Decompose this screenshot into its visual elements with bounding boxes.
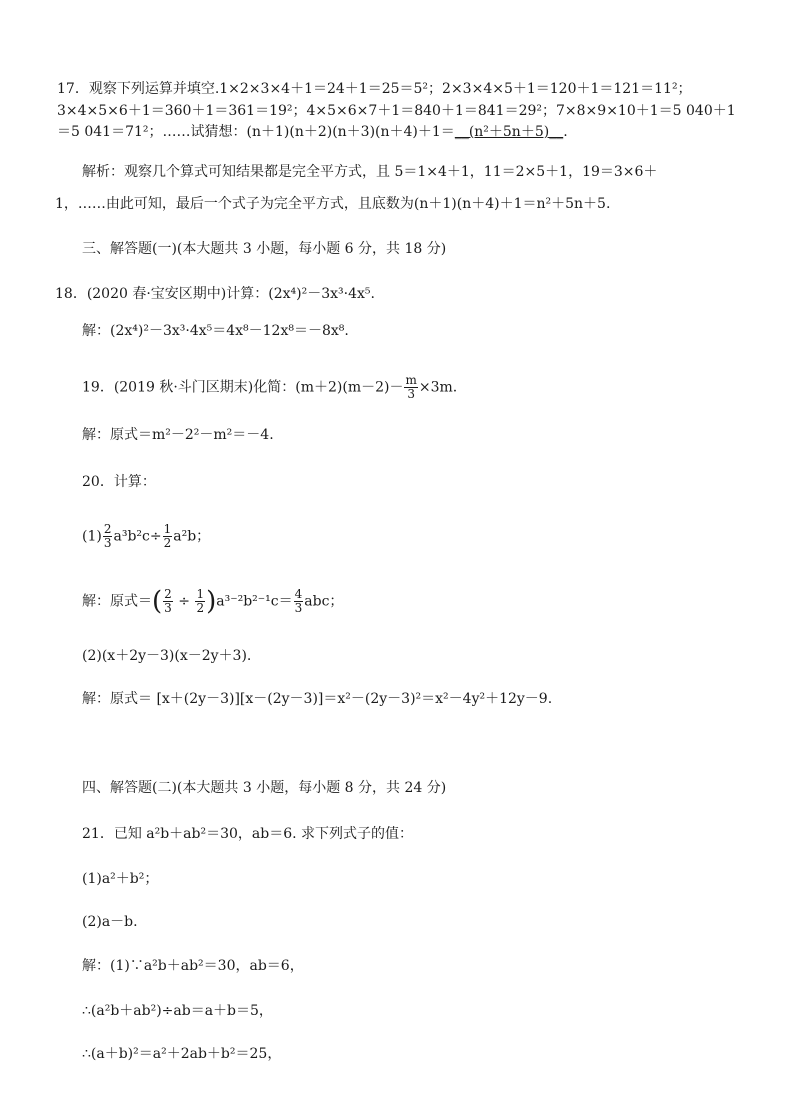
analysis-17-line1: 解析：观察几个算式可知结果都是完全平方式，且 5＝1×4＋1，11＝2×5＋1，19＝3×6＋ <box>82 164 658 180</box>
question-19-text: 19．(2019 秋·斗门区期末)化简：(m＋2)(m－2)－ <box>82 379 404 396</box>
question-20-part-1 <box>82 523 790 550</box>
expression-text: a³b²c÷ <box>113 528 162 545</box>
fraction-denominator: 3 <box>294 601 303 615</box>
fraction-numerator: 4 <box>294 587 303 601</box>
fraction-2-over-3 <box>103 523 113 550</box>
fraction-denominator: 2 <box>196 601 205 615</box>
fraction-m-over-3 <box>404 374 417 401</box>
question-18: 18．(2020 春·宝安区期中)计算：(2x⁴)²－3x³·4x⁵. <box>55 286 375 302</box>
answer-20-part-2: 解：原式＝ [x＋(2y－3)][x－(2y－3)]＝x²－(2y－3)²＝x²－4y²＋12y－9. <box>82 691 553 707</box>
question-21-part-1: (1)a²＋b²； <box>82 871 159 887</box>
fraction-1-over-2 <box>195 588 205 615</box>
fraction-numerator: 2 <box>103 522 112 536</box>
answer-21-step-1: 解：(1)∵a²b＋ab²＝30，ab＝6， <box>82 958 304 974</box>
fraction-numerator: m <box>405 373 417 387</box>
left-paren: ( <box>152 586 163 617</box>
question-17-answer: __(n²＋5n＋5)__ <box>454 124 564 140</box>
answer-20-part-1 <box>82 588 790 615</box>
fraction-numerator: 1 <box>163 522 172 536</box>
question-17-text: 17．观察下列运算并填空.1×2×3×4＋1＝24＋1＝25＝5²；2×3×4×5＋1＝120＋1＝121＝11²；3×4×5×6＋1＝360＋1＝361＝19²；4×5×6×7＋1＝840＋1＝841＝29²；7×8×9×10＋1＝5 040＋1＝5 041＝71²；……试猜想：(n＋1)(n＋2)(n＋3)(n＋4)＋1＝ <box>57 81 736 140</box>
question-20-title: 20．计算： <box>82 474 156 490</box>
answer-19: 解：原式＝m²－2²－m²＝－4. <box>82 427 274 443</box>
fraction-denominator: 3 <box>407 387 415 401</box>
expression-text: a³⁻²b²⁻¹c＝ <box>216 593 293 610</box>
answer-prefix: 解：原式＝ <box>82 593 152 610</box>
fraction-denominator: 3 <box>164 601 172 615</box>
answer-21-step-3: ∴(a＋b)²＝a²＋2ab＋b²＝25， <box>82 1046 282 1062</box>
question-21-part-2: (2)a－b. <box>82 914 138 930</box>
fraction-4-over-3 <box>294 588 304 615</box>
right-paren: ) <box>206 586 217 617</box>
question-20-part-2: (2)(x＋2y－3)(x－2y＋3). <box>82 648 252 664</box>
part-label: (1) <box>82 528 102 545</box>
section-4-heading: 四、解答题(二)(本大题共 3 小题，每小题 8 分，共 24 分) <box>82 780 447 796</box>
section-3-heading: 三、解答题(一)(本大题共 3 小题，每小题 6 分，共 18 分) <box>82 241 447 257</box>
fraction-2-over-3 <box>163 588 173 615</box>
analysis-17-line2: 1，……由此可知，最后一个式子为完全平方式，且底数为(n＋1)(n＋4)＋1＝n²＋5n＋5. <box>55 196 611 212</box>
expression-text-end: a²b； <box>173 528 211 545</box>
fraction-denominator: 3 <box>103 536 112 550</box>
question-17 <box>57 79 747 144</box>
fraction-1-over-2 <box>163 523 173 550</box>
fraction-numerator: 2 <box>164 587 172 601</box>
divide-sign: ÷ <box>173 593 195 610</box>
answer-21-step-2: ∴(a²b＋ab²)÷ab＝a＋b＝5， <box>82 1003 273 1019</box>
expression-text-end: abc； <box>304 593 344 610</box>
question-21: 21．已知 a²b＋ab²＝30，ab＝6. 求下列式子的值： <box>82 826 414 842</box>
question-19 <box>82 374 790 401</box>
fraction-numerator: 1 <box>196 587 205 601</box>
question-19-text-end: ×3m. <box>418 379 458 396</box>
fraction-denominator: 2 <box>163 536 172 550</box>
question-17-end: . <box>563 124 568 140</box>
answer-18: 解：(2x⁴)²－3x³·4x⁵＝4x⁸－12x⁸＝－8x⁸. <box>82 323 349 339</box>
